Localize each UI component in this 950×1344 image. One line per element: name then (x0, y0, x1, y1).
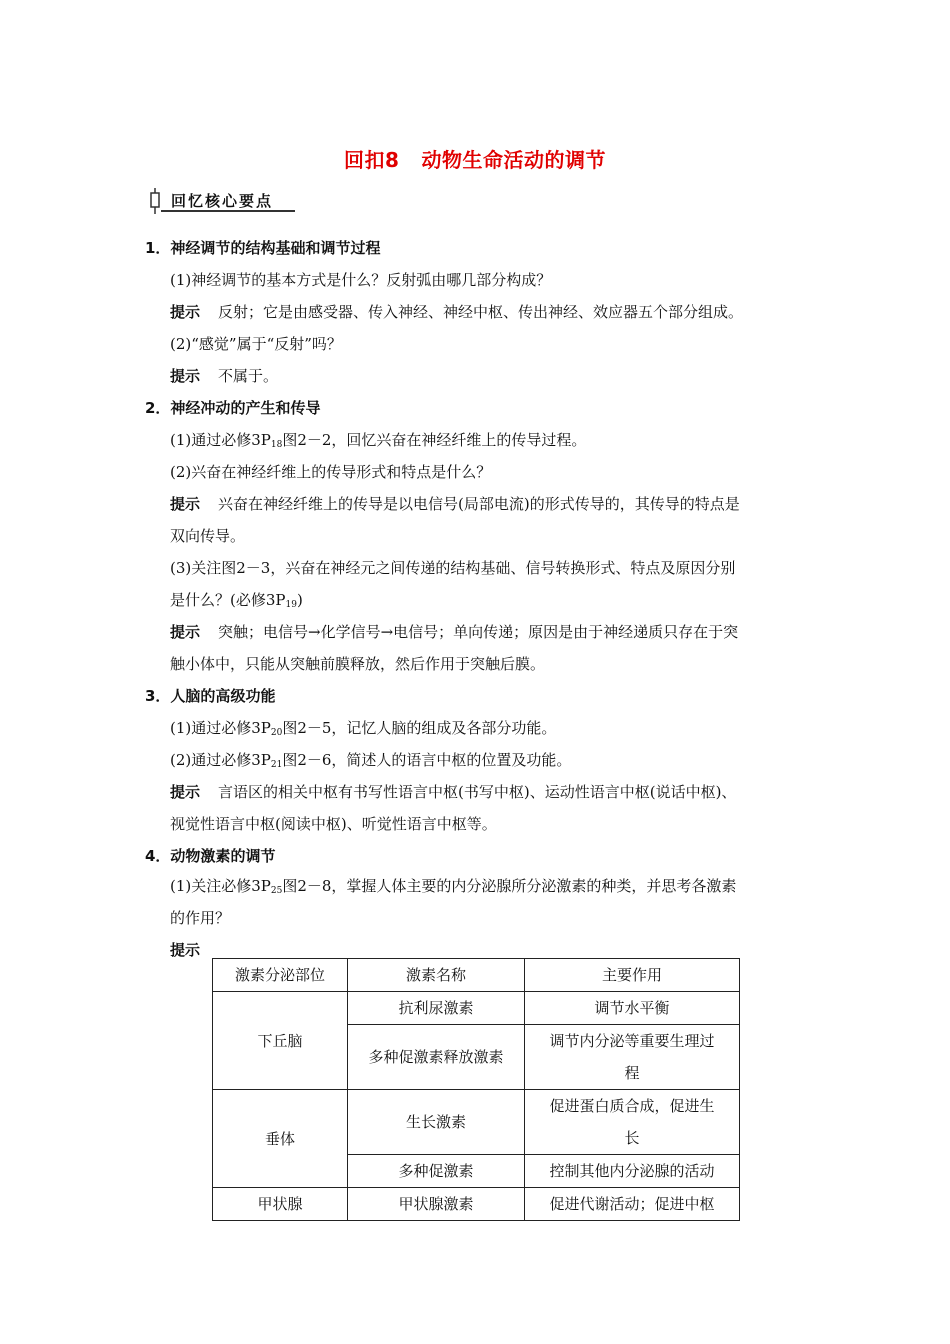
s3-q1-part-a: (1)通过必修3P (170, 719, 271, 737)
hint-label: 提示 (170, 783, 201, 801)
banner-label: 回忆核心要点 (171, 192, 274, 210)
s2-q1-part-a: (1)通过必修3P (170, 431, 271, 449)
s2-q1-sub: 18 (270, 440, 283, 450)
hint-label: 提示 (170, 495, 201, 513)
hint-label: 提示 (170, 623, 201, 641)
table-row (213, 992, 740, 1025)
s1-answer-2-text: 不属于。 (218, 367, 279, 385)
section-4-heading: 4．动物激素的调节 (145, 847, 276, 865)
gland-cell: 甲状腺 (213, 1188, 348, 1221)
s4-question-1-line-2: 的作用？ (170, 909, 231, 927)
banner-underline (161, 210, 295, 212)
s3-q1-part-b: 图2－5，记忆人脑的组成及各部分功能。 (282, 719, 557, 737)
function-cell (525, 1090, 740, 1155)
gland-cell: 下丘脑 (213, 992, 348, 1090)
s2-question-2: (2)兴奋在神经纤维上的传导形式和特点是什么？ (170, 463, 492, 481)
header-gland: 激素分泌部位 (213, 959, 348, 992)
s4-q1-sub: 25 (270, 886, 283, 896)
hint-label: 提示 (170, 941, 201, 959)
function-line: 长 (624, 1129, 640, 1147)
section-1-heading: 1．神经调节的结构基础和调节过程 (145, 239, 381, 257)
hormone-cell: 甲状腺激素 (348, 1188, 525, 1221)
s1-question-2: (2)“感觉”属于“反射”吗？ (170, 335, 342, 353)
section-2-heading: 2．神经冲动的产生和传导 (145, 399, 321, 417)
s2-answer-2-line-1 (170, 494, 740, 514)
s3-answer-line-2: 视觉性语言中枢(阅读中枢)、听觉性语言中枢等。 (170, 815, 497, 833)
s2-answer-3-line-2: 触小体中，只能从突触前膜释放，然后作用于突触后膜。 (170, 655, 546, 673)
page-title (0, 144, 950, 173)
s2-q3-part-b: ) (296, 591, 303, 609)
s3-question-1 (170, 718, 556, 743)
s1-answer-1-text: 反射；它是由感受器、传入神经、神经中枢、传出神经、效应器五个部分组成。 (218, 303, 744, 321)
hormone-cell: 多种促激素 (348, 1155, 525, 1188)
gland-cell: 垂体 (213, 1090, 348, 1188)
function-cell: 调节水平衡 (525, 992, 740, 1025)
title-main: 动物生命活动的调节 (421, 148, 606, 172)
s2-q1-part-b: 图2－2，回忆兴奋在神经纤维上的传导过程。 (282, 431, 587, 449)
s4-hint (170, 940, 218, 960)
header-function: 主要作用 (525, 959, 740, 992)
function-line: 程 (624, 1064, 640, 1082)
s2-answer-3-text: 突触；电信号→化学信号→电信号；单向传递；原因是由于神经递质只存在于突 (218, 623, 739, 641)
s2-answer-2-line-2: 双向传导。 (170, 527, 246, 545)
table-row (213, 1090, 740, 1155)
hormone-cell: 抗利尿激素 (348, 992, 525, 1025)
hint-label: 提示 (170, 367, 201, 385)
s4-question-1-line-1 (170, 876, 736, 901)
s2-answer-3-line-1 (170, 622, 738, 642)
function-cell (525, 1025, 740, 1090)
function-line: 促进蛋白质合成，促进生 (549, 1097, 715, 1115)
s2-question-1 (170, 430, 586, 455)
s3-question-2 (170, 750, 571, 775)
section-banner (145, 190, 295, 214)
table-header-row (213, 959, 740, 992)
s4-q1-part-b: 图2－8，掌握人体主要的内分泌腺所分泌激素的种类，并思考各激素 (282, 877, 737, 895)
s3-q2-part-a: (2)通过必修3P (170, 751, 271, 769)
header-hormone: 激素名称 (348, 959, 525, 992)
s3-q2-part-b: 图2－6，简述人的语言中枢的位置及功能。 (282, 751, 572, 769)
s2-q3-sub: 19 (285, 600, 297, 610)
hormone-cell: 多种促激素释放激素 (348, 1025, 525, 1090)
function-cell: 控制其他内分泌腺的活动 (525, 1155, 740, 1188)
hormone-table (212, 958, 740, 1221)
s2-question-3-line-1: (3)关注图2－3，兴奋在神经元之间传递的结构基础、信号转换形式、特点及原因分别 (170, 559, 736, 577)
hormone-cell: 生长激素 (348, 1090, 525, 1155)
s3-answer-line-1 (170, 782, 736, 802)
title-prefix: 回扣8 (344, 148, 400, 172)
function-line: 调节内分泌等重要生理过 (549, 1032, 715, 1050)
s2-answer-2-text: 兴奋在神经纤维上的传导是以电信号(局部电流)的形式传导的，其传导的特点是 (218, 495, 740, 513)
s1-answer-1 (170, 302, 743, 322)
s2-question-3-line-2 (170, 590, 303, 615)
s2-q3-part-a: 是什么？(必修3P (170, 591, 286, 609)
s3-answer-text: 言语区的相关中枢有书写性语言中枢(书写中枢)、运动性语言中枢(说话中枢)、 (218, 783, 737, 801)
s3-q2-sub: 21 (270, 760, 283, 770)
table-row (213, 1188, 740, 1221)
section-3-heading: 3．人脑的高级功能 (145, 687, 276, 705)
s4-q1-part-a: (1)关注必修3P (170, 877, 271, 895)
function-cell: 促进代谢活动；促进中枢 (525, 1188, 740, 1221)
s1-question-1: (1)神经调节的基本方式是什么？反射弧由哪几部分构成？ (170, 271, 552, 289)
s3-q1-sub: 20 (270, 728, 283, 738)
hint-label: 提示 (170, 303, 201, 321)
s1-answer-2 (170, 366, 278, 386)
